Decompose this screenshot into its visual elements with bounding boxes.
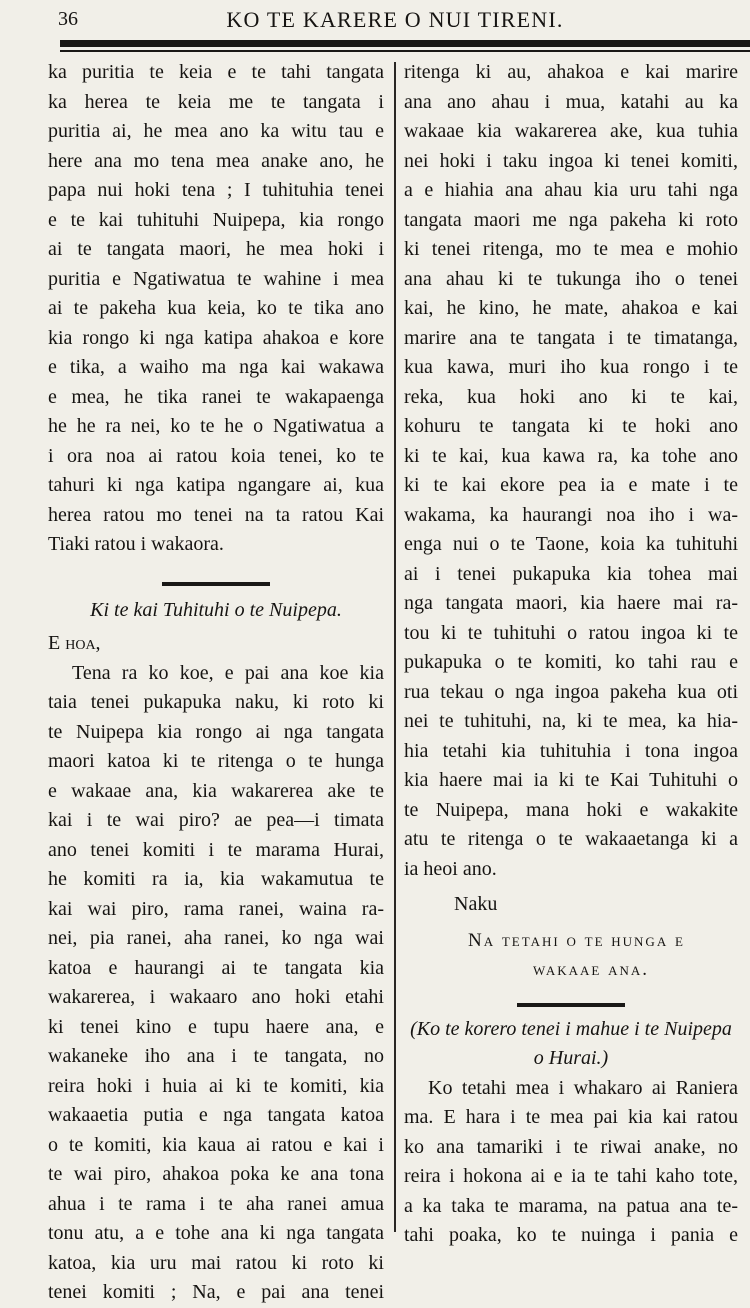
- text-line: Ko tetahi mea i whakaro ai Raniera: [428, 1076, 738, 1099]
- text-line: wakaae kia wakarerea ake, kua tuhia: [404, 120, 738, 142]
- text-line: here ana mo tena mea anake ano, he: [48, 149, 384, 172]
- text-line: marire ana te tangata i te timatanga,: [404, 326, 738, 349]
- text-line: wakaneke iho ana i te tangata, no: [48, 1045, 384, 1067]
- text-line: ana ano ahau i mua, katahi au ka: [404, 90, 738, 113]
- text-line: tou ki te tuhituhi o ratou ingoa ki te: [404, 621, 738, 644]
- text-line: ai te tangata maori, he mea hoki i: [48, 238, 384, 260]
- text-line: a ka taka te marama, na patua ana te-: [404, 1194, 738, 1217]
- text-line: kia rongo ki nga katipa ahakoa e kore: [48, 326, 384, 349]
- text-line: enga nui o te Taone, koia ka tuhituhi: [404, 533, 738, 555]
- left-paragraph-2: [48, 659, 384, 1308]
- text-line: e tika, a waiho ma nga kai wakawa: [48, 356, 384, 378]
- text-line: te wai piro, ahakoa poka ke ana tona: [48, 1163, 384, 1185]
- text-line: a e hiahia ana ahau kia uru tahi nga: [404, 179, 738, 201]
- text-line: reira i hokona ai e ia te tahi kaho tote,: [404, 1165, 738, 1187]
- text-line: nei, pia ranei, aha ranei, ko nga wai: [48, 927, 384, 949]
- header-rule-thick: [60, 40, 750, 47]
- text-line: katoa, kia uru mai ratou ki roto ki: [48, 1251, 384, 1274]
- right-column: [404, 58, 738, 1251]
- text-line: wakama, ka haurangi noa iho i wa-: [404, 503, 738, 526]
- text-line: taia tenei pukapuka naku, ki roto ki: [48, 691, 384, 713]
- text-line: ka herea te keia me te tangata i: [48, 90, 384, 113]
- text-line: puritia ai, he mea ano ka witu tau e: [48, 120, 384, 142]
- text-line: te Nuipepa kia rongo ai nga tangata: [48, 720, 384, 743]
- text-line: ki tenei ritenga, mo te mea e mohio: [404, 238, 738, 260]
- text-line: herea ratou mo tenei na ta ratou Kai: [48, 503, 384, 526]
- text-line: te Nuipepa, mana hoki e wakakite: [404, 798, 738, 821]
- text-line: ma. E hara i te mea pai kia kai ratou: [404, 1106, 738, 1128]
- text-line: kai, he kino, he mate, ahakoa e kai: [404, 297, 738, 319]
- text-line: ia heoi ano.: [404, 857, 497, 880]
- running-title: KO TE KARERE O NUI TIRENI.: [226, 7, 564, 32]
- section-separator-2: [517, 1003, 625, 1007]
- text-line: e te kai tuhituhi Nuipepa, kia rongo: [48, 208, 384, 231]
- text-line: ai te pakeha kua keia, ko te tika ano: [48, 297, 384, 319]
- editorial-note: [404, 1015, 738, 1074]
- text-line: he komiti ra ia, kia wakamutua te: [48, 868, 384, 890]
- letter-heading: Ki te kai Tuhituhi o te Nuipepa.: [90, 598, 342, 621]
- text-line: ka puritia te keia e te tahi tangata: [48, 61, 384, 83]
- text-line: ai i tenei pukapuka kia tohea mai: [404, 562, 738, 585]
- text-line: ko ana tamariki i te riwai anake, no: [404, 1135, 738, 1158]
- text-line: pukapuka o te komiti, ko tahi rau e: [404, 651, 738, 673]
- text-line: hia tetahi kia tuhituhia i tona ingoa: [404, 739, 738, 762]
- text-line: ritenga ki au, ahakoa e kai marire: [404, 61, 738, 83]
- text-line: ano tenei komiti i te marama Hurai,: [48, 838, 384, 861]
- text-line: he he ra nei, ko te he o Ngatiwatua a: [48, 415, 384, 437]
- right-paragraph-2: [404, 1074, 738, 1251]
- text-line: nei te tuhituhi, na, ki te mea, ka hia-: [404, 710, 738, 732]
- text-line: tonu atu, a e tohe ana ki nga tangata: [48, 1222, 384, 1244]
- text-line: kai i te wai piro? ae pea—i timata: [48, 809, 384, 831]
- text-line: tahuri ki nga katipa ngangare ai, kua: [48, 474, 384, 496]
- text-line: katoa e haurangi ai te tangata kia: [48, 956, 384, 979]
- text-line: kia haere mai ia ki te Kai Tuhituhi o: [404, 769, 738, 791]
- text-line: kohuru te tangata ki te hoki ano: [404, 415, 738, 437]
- text-line: wakaaetia putia e nga tangata katoa: [48, 1104, 384, 1126]
- letter-signer-line-1: Na tetahi o te hunga e: [468, 929, 685, 951]
- header-rule-thin: [60, 50, 750, 52]
- text-line: e wakaae ana, kia wakarerea ake te: [48, 779, 384, 802]
- text-line: atu te ritenga o te wakaaetanga ki a: [404, 828, 738, 850]
- text-line: kua kawa, muri iho kua rongo i te: [404, 356, 738, 378]
- text-line: ki te kai, kua kawa ra, ka tohe ano: [404, 444, 738, 467]
- text-line: ana ahau ki te tukunga iho o tenei: [404, 267, 738, 290]
- text-line: wakarerea, i wakaaro ano hoki etahi: [48, 986, 384, 1008]
- text-line: e mea, he tika ranei te wakapaenga: [48, 385, 384, 408]
- text-line: o Hurai.): [533, 1047, 609, 1069]
- text-line: nga tangata maori, kia haere mai ra-: [404, 592, 738, 614]
- text-line: Tena ra ko koe, e pai ana koe kia: [72, 661, 384, 684]
- letter-signer-line-2: wakaae ana.: [533, 959, 649, 980]
- letter-signoff: Naku: [454, 893, 498, 915]
- text-line: maori katoa ki te ritenga o te hunga: [48, 750, 384, 772]
- text-line: i ora noa ai ratou koia tenei, ko te: [48, 444, 384, 467]
- page-header: [0, 0, 750, 40]
- page-number: 36: [58, 8, 78, 30]
- text-line: reka, kua hoki ano ki te kai,: [404, 385, 738, 408]
- text-line: rua tekau o nga ingoa pakeha kua oti: [404, 680, 738, 703]
- right-paragraph-1: [404, 58, 738, 884]
- text-line: kai wai piro, rama ranei, waina ra-: [48, 897, 384, 920]
- text-line: papa nui hoki tena ; I tuhituhia tenei: [48, 179, 384, 201]
- text-line: reira hoki i huia ai ki te komiti, kia: [48, 1074, 384, 1097]
- text-line: nei hoki i taku ingoa ki tenei komiti,: [404, 149, 738, 172]
- text-line: tahi poaka, ko te nuinga i pania e: [404, 1224, 738, 1246]
- text-line: puritia e Ngatiwatua te wahine i mea: [48, 267, 384, 290]
- letter-salutation: E hoa,: [48, 632, 101, 654]
- text-line: Tiaki ratou i wakaora.: [48, 533, 224, 555]
- text-line: ahua i te rama i te aha ranei amua: [48, 1192, 384, 1215]
- column-divider: [394, 62, 396, 1232]
- left-column: [48, 58, 384, 1308]
- text-line: ki tenei kino e tupu haere ana, e: [48, 1015, 384, 1038]
- text-line: (Ko te korero tenei i mahue i te Nuipepa: [410, 1017, 732, 1040]
- text-line: o te komiti, kia kaua ai ratou e kai i: [48, 1133, 384, 1156]
- text-line: ki te kai ekore pea ia e mate i te: [404, 474, 738, 496]
- text-line: tangata maori me nga pakeha ki roto: [404, 208, 738, 231]
- section-separator: [162, 582, 270, 586]
- text-line: tenei komiti ; Na, e pai ana tenei: [48, 1281, 384, 1303]
- left-paragraph-1: [48, 58, 384, 560]
